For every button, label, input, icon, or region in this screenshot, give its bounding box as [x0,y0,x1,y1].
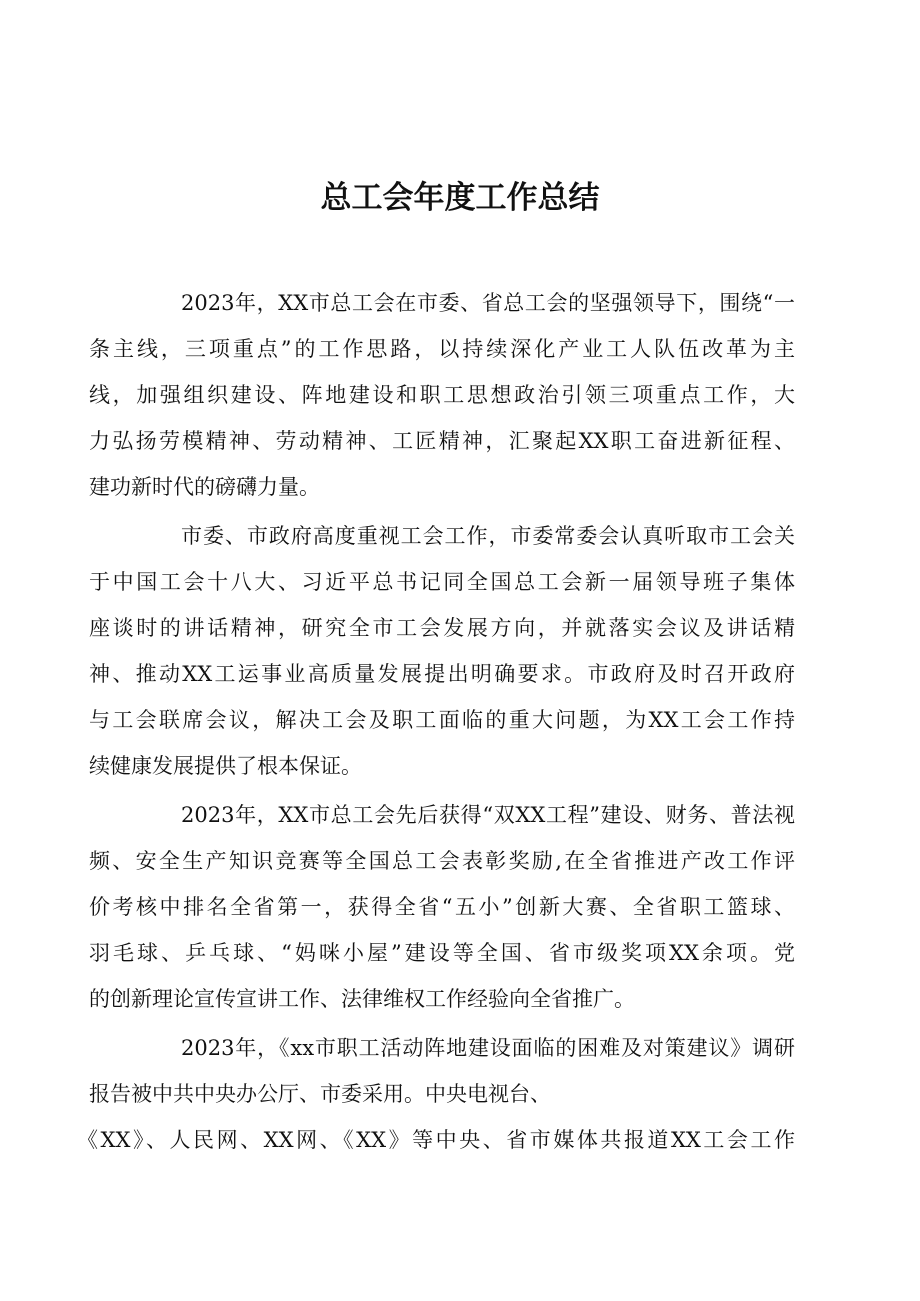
text-line: 线，加强组织建设、阵地建设和职工思想政治引领三项重点工作，大 [89,383,795,407]
text-line: 的创新理论宣传宣讲工作、法律维权工作经验向全省推广。 [89,987,635,1011]
text-line: 续健康发展提供了根本保证。 [89,754,362,778]
paragraph-1 [89,280,795,510]
document-title: 总工会年度工作总结 [320,180,600,216]
text-line: 建功新时代的磅礴力量。 [89,475,320,499]
text-line: 神、推动XX工运事业高质量发展提出明确要求。市政府及时召开政府 [89,662,795,686]
text-line: 报告被中共中央办公厅、市委采用。中央电视台、 [89,1082,551,1106]
text-line: 2023年，XX市总工会先后获得“双XX工程”建设、财务、普法视 [181,803,795,827]
text-line: 频、安全生产知识竞赛等全国总工会表彰奖励,在全省推进产改工作评 [89,849,795,873]
text-line: 力弘扬劳模精神、劳动精神、工匠精神，汇聚起XX职工奋进新征程、 [89,429,795,453]
text-line: 座谈时的讲话精神，研究全市工会发展方向，并就落实会议及讲话精 [89,616,795,640]
text-line: 2023年，XX市总工会在市委、省总工会的坚强领导下，围绕“一 [181,291,795,315]
paragraph-2 [89,513,795,789]
text-line: 2023年，《xx市职工活动阵地建设面临的困难及对策建议》调研 [181,1036,795,1060]
text-line: 条主线，三项重点”的工作思路，以持续深化产业工人队伍改革为主 [89,337,795,361]
text-line: 《XX》、人民网、XX网、《XX》等中央、省市媒体共报道XX工会工作 [77,1128,795,1152]
text-line: 于中国工会十八大、习近平总书记同全国总工会新一届领导班子集体 [89,570,795,594]
text-line: 羽毛球、乒乓球、“妈咪小屋”建设等全国、省市级奖项XX余项。党 [89,941,795,965]
paragraph-4 [77,1025,795,1163]
paragraph-3 [89,792,795,1022]
document-body [77,280,795,1163]
text-line: 市委、市政府高度重视工会工作，市委常委会认真听取市工会关 [181,524,795,548]
text-line: 价考核中排名全省第一，获得全省“五小”创新大赛、全省职工篮球、 [89,895,795,919]
text-line: 与工会联席会议，解决工会及职工面临的重大问题，为XX工会工作持 [89,708,795,732]
